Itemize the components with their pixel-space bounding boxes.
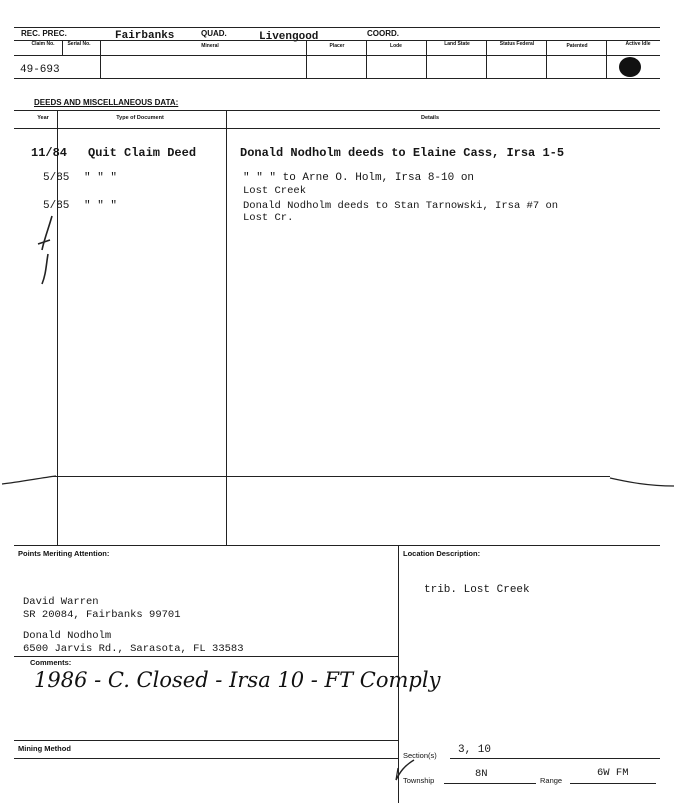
deed-row-1-year: 11/84 xyxy=(31,146,68,160)
header-bottom-rule xyxy=(14,78,660,79)
section-underline xyxy=(450,758,660,759)
col-serial-no: Serial No. xyxy=(67,41,91,47)
deeds-top-rule xyxy=(14,110,660,111)
header-rule-3 xyxy=(14,55,660,56)
hdr-div-3 xyxy=(306,40,307,78)
mining-top-rule xyxy=(14,740,398,741)
owner-1-address: SR 20084, Fairbanks 99701 xyxy=(23,609,181,621)
handwritten-comment: 1986 - C. Closed - Irsa 10 - FT Comply xyxy=(34,668,441,692)
range-underline xyxy=(570,783,656,784)
hdr-div-7 xyxy=(546,40,547,78)
mining-method-label: Mining Method xyxy=(18,744,71,753)
deed-row-2-details-cont: Lost Creek xyxy=(243,185,307,197)
deed-row-3-details: Donald Nodholm deeds to Stan Tarnowski, Irsa #7 on xyxy=(243,200,559,212)
comments-top-rule xyxy=(14,656,398,657)
col-mineral: Mineral xyxy=(201,43,219,49)
section-label: Section(s) xyxy=(403,751,437,760)
rec-prec-value: Fairbanks xyxy=(115,30,175,42)
hdr-div-2 xyxy=(100,40,101,78)
deed-row-3-type: " " " xyxy=(84,200,118,212)
coord-label: COORD. xyxy=(367,29,399,38)
deed-row-1-type: Quit Claim Deed xyxy=(88,146,197,160)
quad-label: QUAD. xyxy=(201,29,227,38)
owner-1-name: David Warren xyxy=(23,596,99,608)
deeds-header-rule xyxy=(14,128,660,129)
hdr-div-6 xyxy=(486,40,487,78)
header-top-rule xyxy=(14,27,660,28)
deeds-lower-rule xyxy=(52,476,610,477)
township-underline xyxy=(444,783,536,784)
owner-2-address: 6500 Jarvis Rd., Sarasota, FL 33583 xyxy=(23,643,244,655)
hdr-div-4 xyxy=(366,40,367,78)
township-label: Township xyxy=(403,776,435,785)
hand-drawn-right-curve xyxy=(608,466,678,490)
deeds-section-label: DEEDS AND MISCELLANEOUS DATA: xyxy=(34,98,179,107)
active-status-dot xyxy=(619,57,641,77)
quad-value: Livengood xyxy=(259,31,319,43)
location-label: Location Description: xyxy=(403,549,481,558)
deed-row-2-year: 5/85 xyxy=(43,172,70,184)
hdr-div-1 xyxy=(62,40,63,55)
col-details: Details xyxy=(420,115,440,121)
col-claim-no: Claim No. xyxy=(31,41,55,47)
range-label: Range xyxy=(540,776,563,785)
col-patented: Patented xyxy=(566,43,588,49)
deeds-bottom-rule xyxy=(14,545,660,546)
rec-prec-label: REC. PREC. xyxy=(21,29,67,38)
deed-row-1-details: Donald Nodholm deeds to Elaine Cass, Irsa 1-5 xyxy=(240,146,565,160)
township-value: 8N xyxy=(475,768,488,780)
col-lode: Lode xyxy=(390,43,402,49)
hdr-div-5 xyxy=(426,40,427,78)
col-placer: Placer xyxy=(329,43,345,49)
deeds-div-type xyxy=(226,110,227,545)
mining-bottom-rule xyxy=(14,758,398,759)
section-value: 3, 10 xyxy=(458,744,492,756)
deed-row-2-type: " " " xyxy=(84,172,118,184)
claim-number: 49-693 xyxy=(20,64,60,76)
points-label: Points Meriting Attention: xyxy=(18,549,110,558)
hand-drawn-left-curve xyxy=(0,470,60,490)
handwritten-bracket-mark xyxy=(30,210,70,290)
hdr-div-8 xyxy=(606,40,607,78)
range-value: 6W FM xyxy=(597,767,629,779)
col-land-state: Land State xyxy=(444,41,470,47)
header-rule-2 xyxy=(14,40,660,41)
comments-label: Comments: xyxy=(30,658,72,667)
hand-check-mark xyxy=(392,756,422,784)
col-type: Type of Document xyxy=(116,115,164,121)
deed-row-3-year: 5/85 xyxy=(43,200,70,212)
location-description: trib. Lost Creek xyxy=(424,584,530,596)
col-status-federal: Status Federal xyxy=(499,41,535,47)
deed-row-3-details-cont: Lost Cr. xyxy=(243,212,294,224)
deed-row-2-details: " " " to Arne O. Holm, Irsa 8-10 on xyxy=(243,172,475,184)
col-year: Year xyxy=(37,115,49,121)
col-active-idle: Active Idle xyxy=(625,41,651,47)
owner-2-name: Donald Nodholm xyxy=(23,630,112,642)
